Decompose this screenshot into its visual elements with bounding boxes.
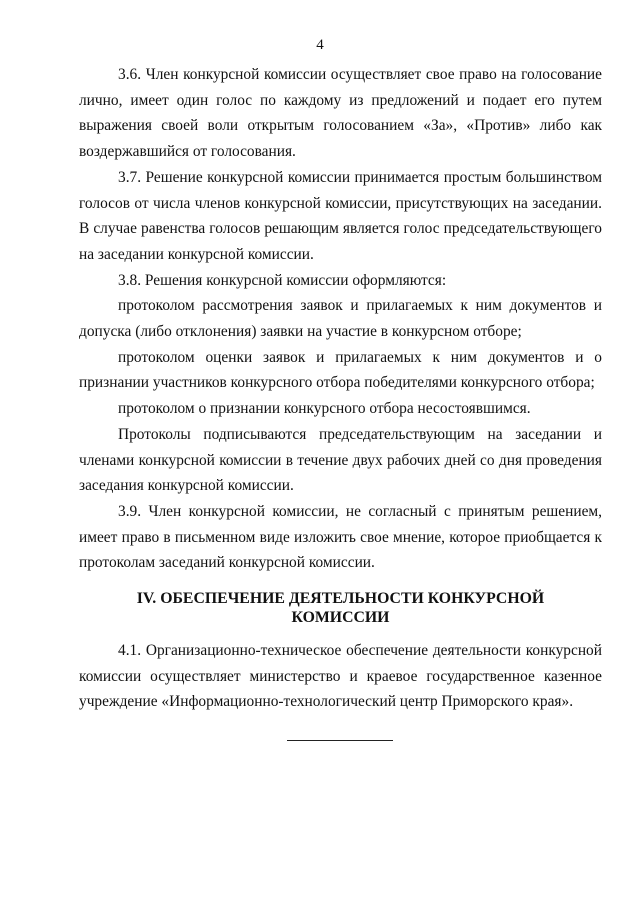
paragraph-3-8: 3.8. Решения конкурсной комиссии оформляются: xyxy=(118,271,447,289)
paragraph-3-9: 3.9. Член конкурсной комиссии, не согласный с принятым решением, имеет право в письменном виде изложить свое мнение, которое приобщается к протоколам заседаний конкурсной комиссии. xyxy=(79,502,602,572)
page-number: 4 xyxy=(316,37,324,53)
paragraph-3-8-item-1: протоколом рассмотрения заявок и прилагаемых к ним документов и допуска (либо отклонения) заявки на участие в конкурсном отборе; xyxy=(79,297,602,341)
section-title-line-2: КОМИССИИ xyxy=(291,609,390,627)
paragraph-3-6: 3.6. Член конкурсной комиссии осуществляет свое право на голосование лично, имеет один голос по каждому из предложений и подает его путем выражения своей воли открытым голосованием «За», «Против» либо как воздержавшийся от голосования. xyxy=(79,66,602,161)
section-title xyxy=(79,589,602,627)
paragraph-3-8-item-2: протоколом оценки заявок и прилагаемых к ним документов и о признании участников конкурсного отбора победителями конкурсного отбора; xyxy=(79,348,602,392)
paragraph-protocols: Протоколы подписываются председательствующим на заседании и членами конкурсной комиссии в течение двух рабочих дней со дня проведения заседания конкурсной комиссии. xyxy=(79,425,602,495)
paragraph-4-1: 4.1. Организационно-техническое обеспечение деятельности конкурсной комиссии осуществляет министерство и краевое государственное казенное учреждение «Информационно-технологический центр Приморского края». xyxy=(79,642,602,711)
end-divider-line xyxy=(287,740,393,741)
paragraph-3-8-item-3: протоколом о признании конкурсного отбора несостоявшимся. xyxy=(118,400,531,418)
paragraph-3-7: 3.7. Решение конкурсной комиссии принимается простым большинством голосов от числа членов конкурсной комиссии, присутствующих на заседании. В случае равенства голосов решающим является голос председательствующего на заседании конкурсной комиссии. xyxy=(79,168,602,263)
section-title-line-1: IV. ОБЕСПЕЧЕНИЕ ДЕЯТЕЛЬНОСТИ КОНКУРСНОЙ xyxy=(136,590,545,608)
document-body xyxy=(79,62,602,715)
